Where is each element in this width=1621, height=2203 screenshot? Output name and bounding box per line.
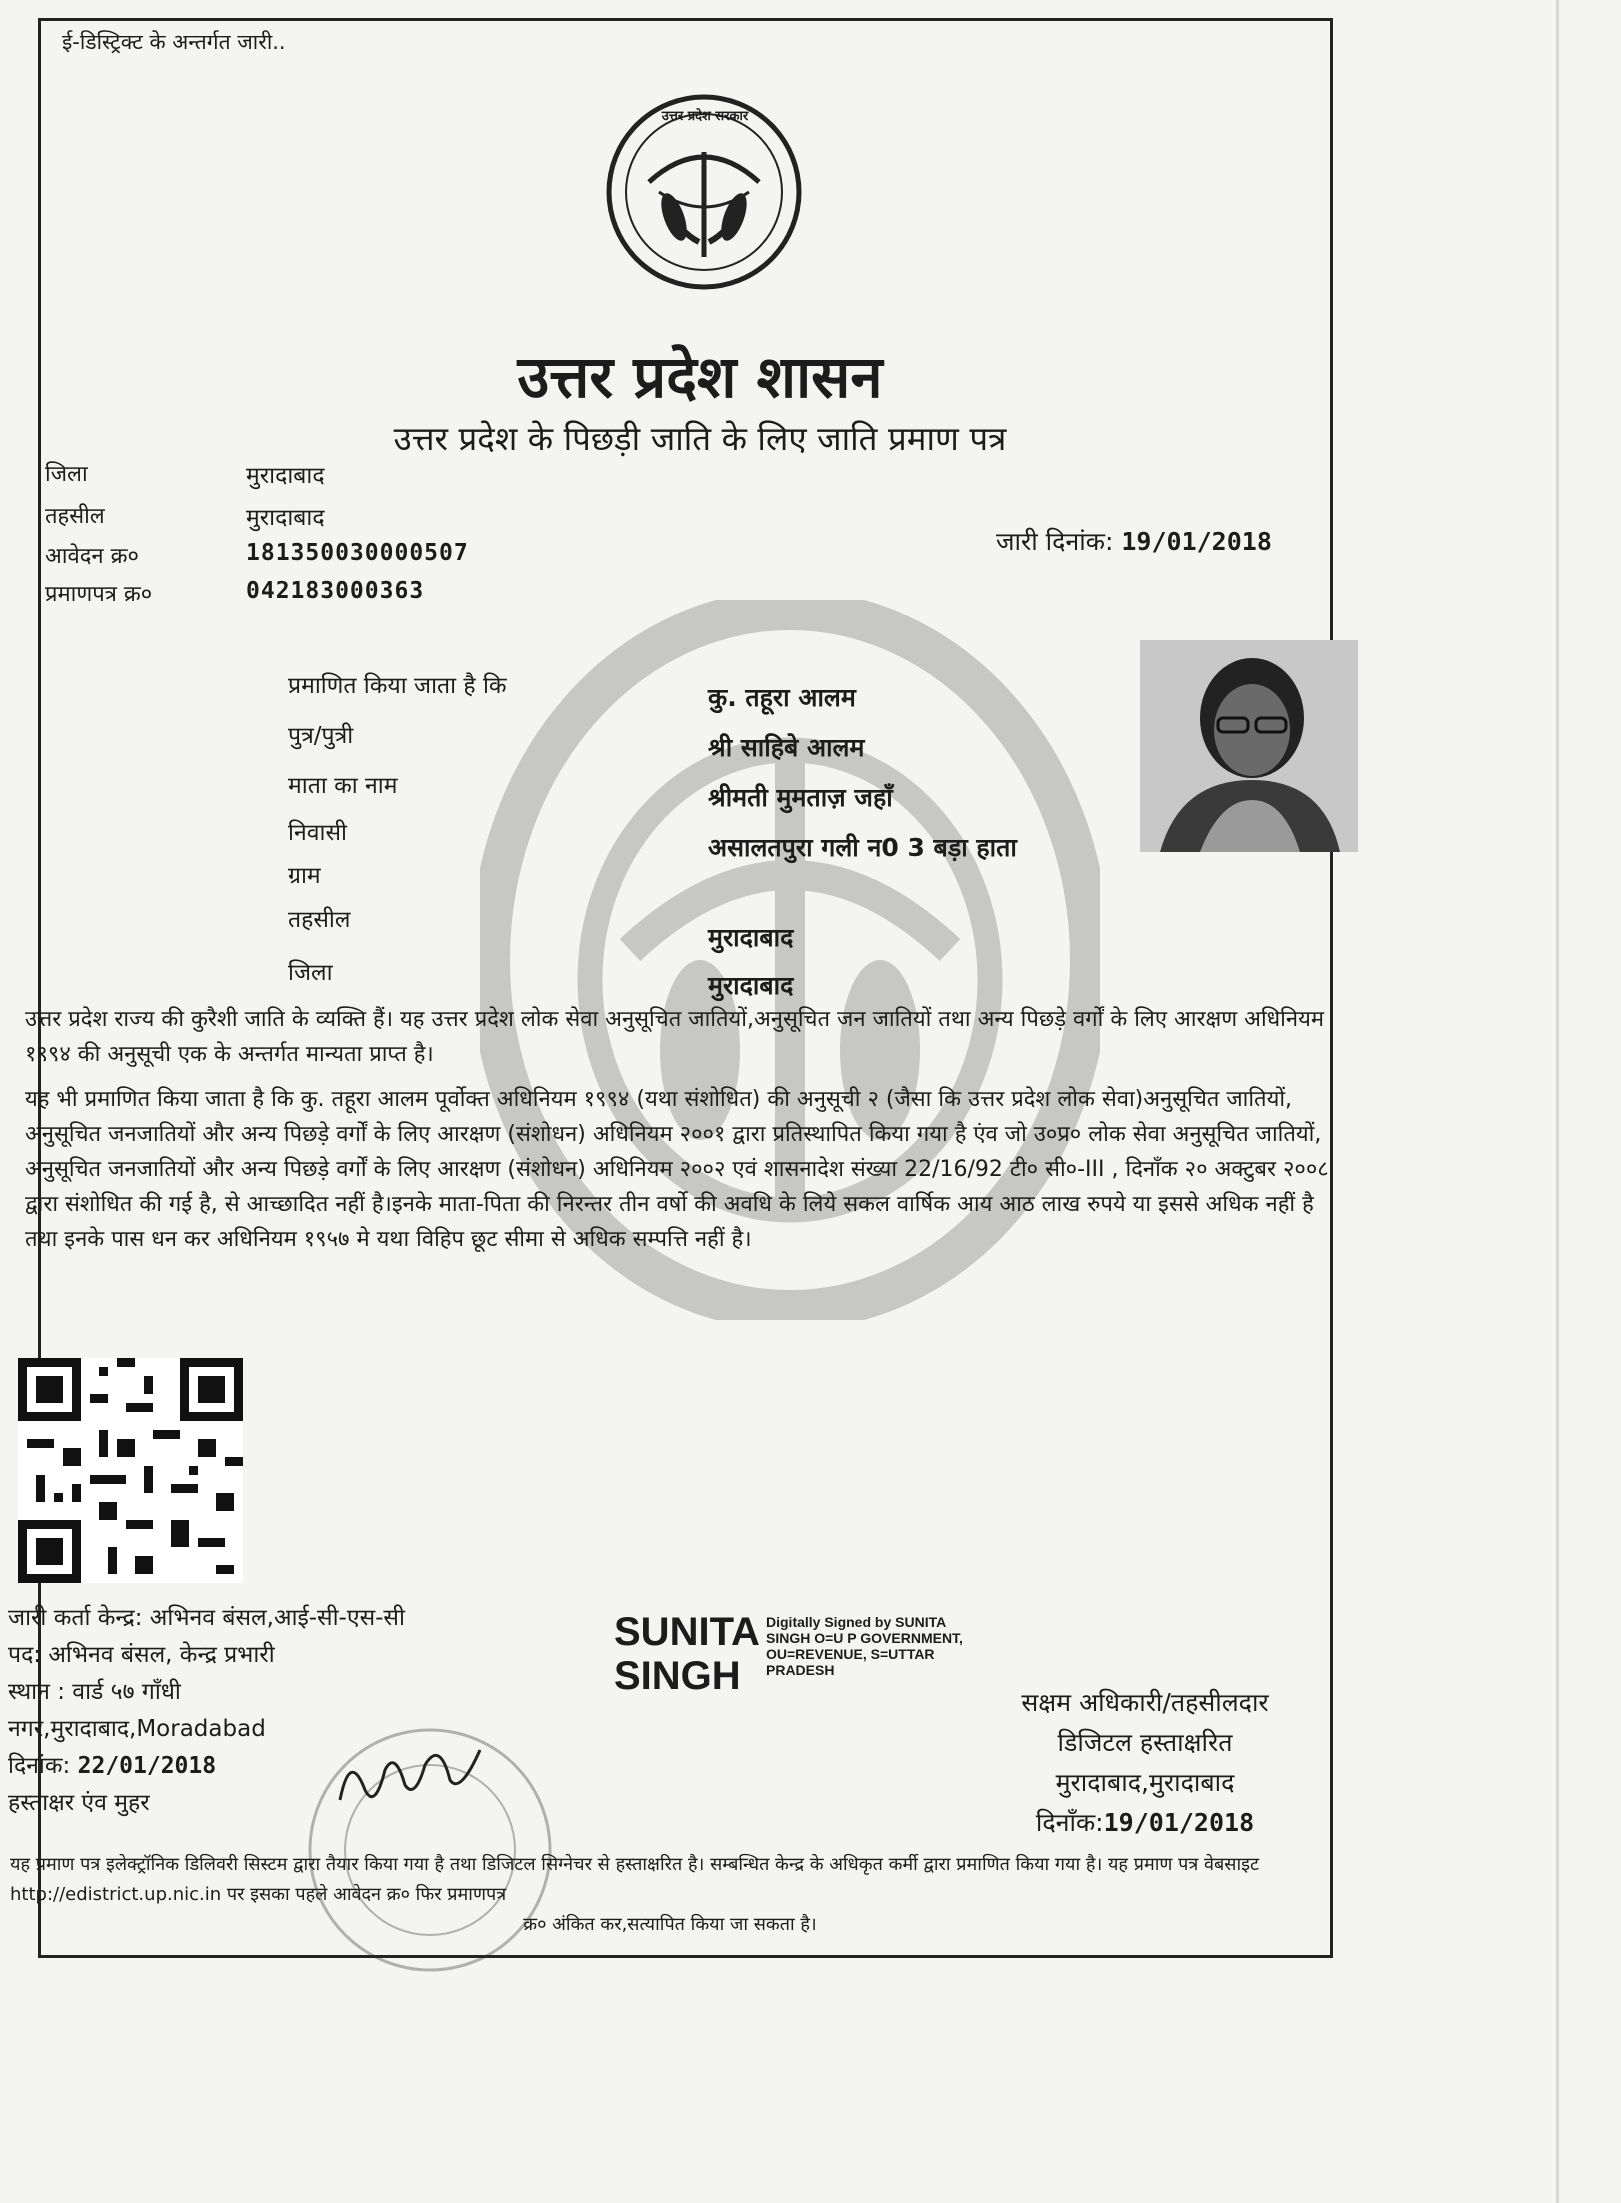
resident-label: निवासी — [288, 820, 347, 846]
issuer-city-label: नगर, — [8, 1716, 51, 1742]
page-title: उत्तर प्रदेश शासन — [517, 343, 883, 411]
issuer-post-label: पद: — [8, 1642, 42, 1668]
parent-value: श्री साहिबे आलम — [708, 733, 865, 762]
meta-district-label: जिला — [45, 462, 88, 487]
digital-signature — [614, 1610, 963, 1698]
issuer-place-value: वार्ड ५७ गाँधी — [72, 1679, 181, 1705]
emblem-ring-text: उत्तर प्रदेश सरकार — [661, 109, 749, 124]
meta-application-value: 181350030000507 — [246, 540, 469, 566]
digital-signature-details: Digitally Signed by SUNITA SINGH O=U P GOVERNMENT, OU=REVENUE, S=UTTAR PRADESH — [766, 1614, 963, 1678]
parent-label: पुत्र/पुत्री — [288, 723, 354, 749]
issue-date-value: 19/01/2018 — [1121, 527, 1272, 556]
applicant-photo-icon — [1140, 640, 1358, 852]
meta-tehsil-value: मुरादाबाद — [246, 505, 325, 531]
issue-date — [996, 524, 1272, 558]
handwritten-signature-icon — [330, 1730, 490, 1820]
district-label: जिला — [288, 960, 333, 986]
footer-line1: यह प्रमाण पत्र इलेक्ट्रॉनिक डिलिवरी सिस्टम द्वारा तैयार किया गया है तथा डिजिटल सिग्नेचर से हस्ताक्षरित है। सम्बन्धित केन्द्र के अधिकृत कर्मी द्वारा प्रमाणित किया गया है। यह प्रमाण पत्र वेबसाइट http://edistrict.up.nic.in पर इसका पहले आवेदन क्र० फिर प्रमाणपत्र — [10, 1854, 1260, 1905]
meta-district-value: मुरादाबाद — [246, 463, 325, 489]
officer-block — [960, 1683, 1330, 1843]
village-label: ग्राम — [288, 863, 321, 889]
footer-line2: क्र० अंकित कर,सत्यापित किया जा सकता है। — [523, 1914, 817, 1935]
issuer-sign-label: हस्ताक्षर एंव मुहर — [8, 1790, 150, 1816]
issuer-place — [8, 1674, 405, 1711]
meta-certificate-value: 042183000363 — [246, 578, 425, 604]
certified-label: प्रमाणित किया जाता है कि — [288, 673, 507, 699]
resident-value: असालतपुरा गली न0 3 बड़ा हाता — [708, 833, 1017, 862]
footer-note — [10, 1850, 1330, 1940]
officer-date — [960, 1803, 1330, 1843]
tehsil-value: मुरादाबाद — [708, 923, 794, 952]
issue-date-label: जारी दिनांक: — [996, 527, 1114, 556]
issuer-date-value: 22/01/2018 — [77, 1753, 217, 1779]
issuer-post-value: अभिनव बंसल, केन्द्र प्रभारी — [48, 1642, 275, 1668]
issuer-center-label: जारी कर्ता केन्द्र: — [8, 1605, 143, 1631]
digital-signature-name-line1: SUNITA — [614, 1610, 760, 1654]
page-subtitle: उत्तर प्रदेश के पिछड़ी जाति के लिए जाति प्रमाण पत्र — [393, 419, 1007, 458]
issuer-place-label: स्थान : — [8, 1679, 65, 1705]
header-note: ई-डिस्ट्रिक्ट के अन्तर्गत जारी.. — [62, 30, 286, 54]
tehsil-label: तहसील — [288, 907, 351, 933]
officer-title: सक्षम अधिकारी/तहसीलदार — [1021, 1688, 1269, 1717]
certification-paragraph: यह भी प्रमाणित किया जाता है कि कु. तहूरा आलम पूर्वोक्त अधिनियम १९९४ (यथा संशोधित) की अनुसूची २ (जैसा कि उत्तर प्रदेश लोक सेवा)अनुसूचित जातियों, अनुसूचित जनजातियों और अन्य पिछड़े वर्गों के लिए आरक्षण (संशोधन) अधिनियम २००१ द्वारा प्रतिस्थापित किया गया है एंव जो उ०प्र० लोक सेवा अनुसूचित जातियों, अनुसूचित जनजातियों और अन्य पिछड़े वर्गों के लिए आरक्षण (संशोधन) अधिनियम २००२ एवं शासनादेश संख्या 22/16/92 टी० सी०-III , दिनाँक २० अक्टुबर २००८ द्वारा संशोधित की गई है, से आच्छादित नहीं है।इनके माता-पिता की निरन्तर तीन वर्षो की अवधि के लिये सकल वार्षिक आय आठ लाख रुपये या इससे अधिक नहीं है तथा इनके पास धन कर अधिनियम १९५७ मे यथा विहिप छूट सीमा से अधिक सम्पत्ति नहीं है। — [25, 1087, 1329, 1252]
officer-place: मुरादाबाद,मुरादाबाद — [1055, 1768, 1235, 1797]
issuer-city-value: मुरादाबाद,Moradabad — [50, 1716, 266, 1742]
meta-certificate-label: प्रमाणपत्र क्र० — [45, 582, 153, 607]
mother-value: श्रीमती मुमताज़ जहाँ — [708, 783, 893, 812]
meta-application-label: आवेदन क्र० — [45, 544, 139, 569]
issuer-center-value: अभिनव बंसल,आई-सी-एस-सी — [149, 1605, 405, 1631]
officer-date-value: 19/01/2018 — [1103, 1808, 1255, 1837]
issuer-post — [8, 1637, 405, 1674]
issuer-center — [8, 1600, 405, 1637]
digital-signature-name-line2: SINGH — [614, 1654, 741, 1698]
officer-signed: डिजिटल हस्ताक्षरित — [1057, 1728, 1233, 1757]
paper-edge — [1556, 0, 1559, 2203]
certified-value: कु. तहूरा आलम — [708, 683, 856, 712]
meta-tehsil-label: तहसील — [45, 504, 105, 529]
district-value: मुरादाबाद — [708, 971, 794, 1000]
issuer-date-label: दिनांक: — [8, 1753, 71, 1779]
officer-date-label: दिनाँक: — [1035, 1808, 1104, 1837]
mother-label: माता का नाम — [288, 773, 398, 799]
caste-paragraph: उत्तर प्रदेश राज्य की कुरैशी जाति के व्यक्ति हैं। यह उत्तर प्रदेश लोक सेवा अनुसूचित जातियों,अनुसूचित जन जातियों तथा अन्य पिछड़े वर्गों के लिए आरक्षण अधिनियम १९९४ की अनुसूची एक के अन्तर्गत मान्यता प्राप्त है। — [25, 1007, 1325, 1067]
qr-code-icon — [18, 1358, 243, 1583]
